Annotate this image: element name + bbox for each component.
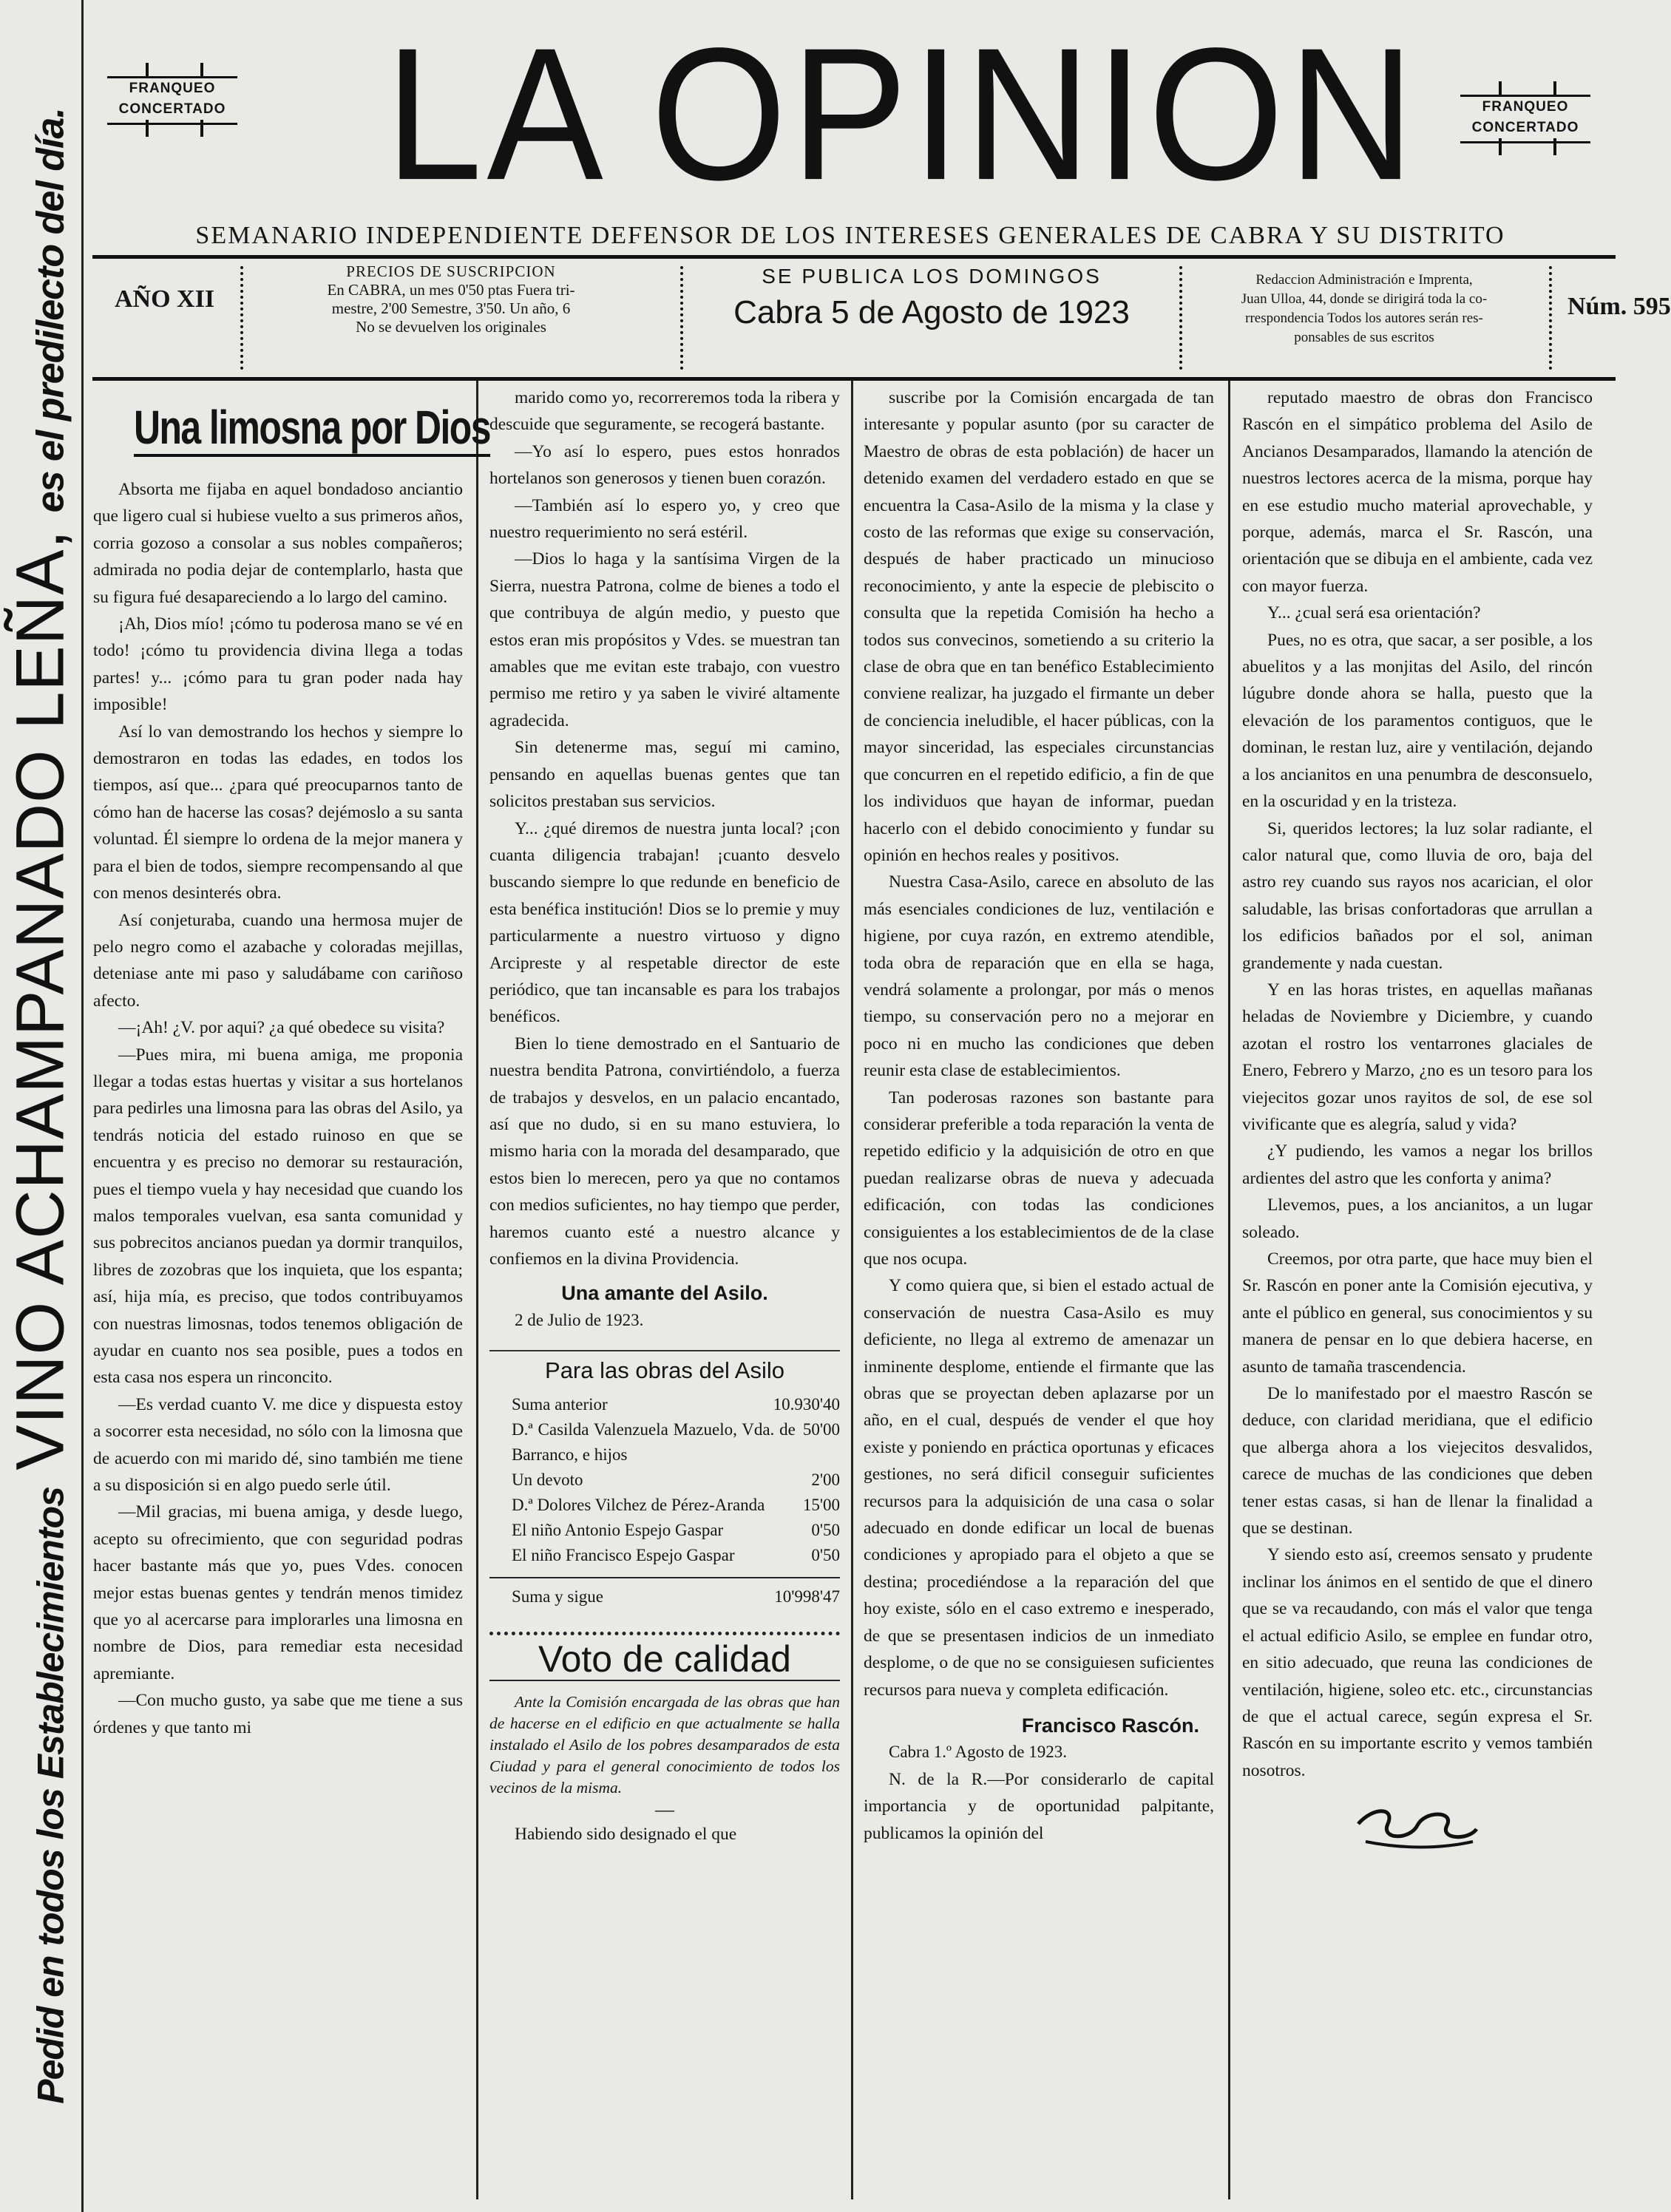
side-ad-tail: es el predilecto del día.	[29, 108, 72, 513]
article1-date: 2 de Julio de 1923.	[515, 1310, 644, 1329]
article1-paragraph: —Dios lo haga y la santísima Virgen de la Sierra, nuestra Patrona, colme de bienes a todo el que contribuya de algún medio, y puesto que estos eran mis propósitos y Vdes. se muestran tan amables que me evitan este trabajo, con vuestro permiso me retiro y ya saben le viviré altamente agradecida.	[489, 549, 840, 730]
ornament-flourish-icon	[1343, 1803, 1491, 1855]
prices-line-2: mestre, 2'00 Semestre, 3'50. Un año, 6	[331, 299, 571, 317]
donation-row	[489, 1543, 840, 1568]
article1-paragraph: marido como yo, recorreremos toda la ribera y descuide que seguramente, se recogerá bastante.	[489, 388, 840, 435]
newspaper-title: LA OPINION	[385, 9, 1419, 220]
side-advertisement	[0, 0, 84, 2212]
article1-signature: Una amante del Asilo.	[561, 1282, 768, 1305]
donation-row	[489, 1468, 840, 1493]
article2-note-paragraph: Creemos, por otra parte, que hace muy bien el Sr. Rascón en poner ante la Comisión ejecutiva, y ante el público en general, sus conocimientos y su manera de pensar en lo que debiera hacerse, en asunto de tamaña trascendencia.	[1242, 1249, 1593, 1377]
article1-paragraph: —Mil gracias, mi buena amiga, y desde luego, acepto su ofrecimiento, que con seguridad podras hacer bastante más que yo, pues Vdes. conocen mejor estas buenas gentes y tendrán menos timidez que yo al acercarse para implorarles una limosna en nombre de Dios, para remediar esta necesidad apremiante.	[93, 1502, 463, 1683]
redac-line-2: Juan Ulloa, 44, donde se dirigirá toda la co-	[1241, 291, 1488, 307]
redac-line-1: Redaccion Administración e Imprenta,	[1255, 272, 1473, 288]
donor-name: D.ª Dolores Vilchez de Pérez-Aranda	[512, 1495, 765, 1514]
newspaper-subtitle: SEMANARIO INDEPENDIENTE DEFENSOR DE LOS INTERESES GENERALES DE CABRA Y SU DISTRITO	[195, 222, 1505, 249]
donation-row	[489, 1417, 840, 1468]
donations-list	[489, 1392, 840, 1568]
issue-number: Núm. 595	[1567, 293, 1671, 320]
stamp-left-line1: FRANQUEO	[107, 78, 237, 99]
article2-intro: Ante la Comisión encargada de las obras que han de hacerse en el edificio en que actualmente se halla instalado el Asilo de los pobres desamparados de esta Ciudad y para el general conocimiento de todos los vecinos de la misma.	[489, 1693, 840, 1797]
article2-note-paragraph: Y en las horas tristes, en aquellas mañanas heladas de Noviembre y Diciembre, y cuando azotan el rostro los ventarrones glaciales de Enero, Febrero y Marzo, ¿no es un tesoro para los viejecitos gozar unos rayitos de sol, de ese sol vivificante que es alegría, salud y vida?	[1242, 980, 1593, 1134]
article1-paragraph: —¡Ah! ¿V. por aqui? ¿a qué obedece su visita?	[118, 1018, 445, 1038]
donations-total	[489, 1577, 840, 1609]
donor-name: El niño Francisco Espejo Gaspar	[512, 1545, 735, 1564]
article2-note-paragraph: Y... ¿cual será esa orientación?	[1267, 603, 1481, 623]
redac-line-4: ponsables de sus escritos	[1294, 330, 1434, 345]
article2-note-paragraph: De lo manifestado por el maestro Rascón se deduce, con claridad meridiana, que el edificio que alberga ahora a los viejecitos desvalidos, carece de muchas de las condiciones que deben tener estas casas, si han de llenar la finalidad a que se destinan.	[1242, 1384, 1593, 1538]
article1-paragraph: —También así lo espero yo, y creo que nuestro requerimiento no será estéril.	[489, 495, 840, 543]
franqueo-stamp-left	[92, 41, 255, 152]
article1-paragraph: Bien lo tiene demostrado en el Santuario de nuestra bendita Patrona, convirtiéndolo, a fuerza de trabajos y desvelos, en un palacio encantado, así que no dudo, si en su mano estuviera, lo mismo haria con la morada del desamparado, que estos bien lo merecen, pero ya que no contamos con medios suficientes, no hay tiempo que perder, haremos cuanto esté a nuestro alcance y confiemos en la divina Providencia.	[489, 1034, 840, 1269]
publication-day: SE PUBLICA LOS DOMINGOS	[762, 265, 1102, 288]
donation-amount: 2'00	[811, 1470, 840, 1489]
article1-paragraph: Sin detenerme mas, seguí mi camino, pensando en aquellas buenas gentes que tan solicitos prestaban sus servicios.	[489, 738, 840, 812]
donations-total-amount: 10'998'47	[774, 1587, 840, 1606]
info-band	[92, 255, 1671, 381]
column-4	[1242, 384, 1593, 1855]
article2-note-paragraph: Si, queridos lectores; la luz solar radiante, el calor natural que, como lluvia de oro, baja del astro rey cuando sus rayos nos acarician, el olor saludable, las brisas confortadoras que arrullan a los edificios bañados por el sol, animan grandemente y nada cuestan.	[1242, 818, 1593, 973]
stamp-right-line2: CONCERTADO	[1460, 118, 1590, 138]
article2-col2-tail: Habiendo sido designado el que	[515, 1825, 737, 1845]
article2-signature: Francisco Rascón.	[1021, 1714, 1199, 1737]
donor-name: El niño Antonio Espejo Gaspar	[512, 1520, 724, 1539]
donation-amount: 10.930'40	[773, 1394, 840, 1414]
donation-amount: 0'50	[811, 1520, 840, 1539]
issue-year: AÑO XII	[115, 285, 215, 313]
article2-date: Cabra 1.º Agosto de 1923.	[889, 1743, 1067, 1762]
article2-paragraph: Y como quiera que, si bien el estado actual de conservación de nuestra Casa-Asilo es muy deficiente, no llega al extremo de amenazar un inminente desplome, entiende el firmante que las obras que se proyectan deben aplazarse por un año, en el cual, después de vender el que hoy existe y poniendo en práctica oportunas y eficaces gestiones, no será dificil conseguir suficientes recursos para la adquisición de una casa o solar adecuado en donde edificar un local de buenas condiciones y apropiado para el objeto a que se destina; procediéndose a la reparación del que hoy existe, sólo en el caso extremo e inesperado, de que se presentasen indicios de un inmediato desplome, o de que no se consiguiesen suficientes recursos para nueva y completa edificación.	[864, 1276, 1214, 1700]
editorial-note: N. de la R.—Por considerarlo de capital importancia y de oportunidad palpitante, publicamos la opinión del	[864, 1769, 1214, 1843]
article2-note-paragraph: Y siendo esto así, creemos sensato y prudente inclinar los ánimos en el sentido de que el dinero que se va recaudando, con más el valor que tenga el actual edificio Asilo, se emplee en fundar otro, en sitio adecuado, que reuna las condiciones de ventilación, higiene, soleo etc. etc., circunstancias de que el actual carece, según expresa el Sr. Rascón en su importante escrito y vemos también nosotros.	[1242, 1545, 1593, 1780]
donation-row	[489, 1392, 840, 1417]
stamp-right-line1: FRANQUEO	[1460, 97, 1590, 118]
donation-amount: 50'00	[802, 1419, 840, 1439]
article2-note-paragraph: Llevemos, pues, a los ancianitos, a un lugar soleado.	[1242, 1195, 1593, 1242]
editorial-address	[1190, 259, 1538, 389]
article2-headline: Voto de calidad	[489, 1646, 840, 1681]
prices-title: PRECIOS DE SUSCRIPCION	[346, 262, 556, 280]
donor-name: Un devoto	[512, 1470, 583, 1489]
article1-paragraph: Absorta me fijaba en aquel bondadoso anciantio que ligero cual si hubiese vuelto a sus primeros años, corria gozoso a consolar a sus nobles compañeros; admirada no podia dejar de contemplarlo, hasta que su figura fué desapareciendo a lo largo del camino.	[93, 480, 463, 607]
subscription-prices	[251, 259, 651, 381]
article1-paragraph: Así lo van demostrando los hechos y siempre lo demostraron en todas las edades, en todos los tiempos, así que... ¿para qué preocuparnos tanto de cómo han de hacerse las cosas? dejémoslo a su santa voluntad. Él siempre lo ordena de la mejor manera y para el bien de todos, siempre recompensando al que con menos desinterés obra.	[93, 722, 463, 903]
column-1	[93, 384, 490, 1741]
prices-line-1: En CABRA, un mes 0'50 ptas Fuera tri-	[327, 281, 575, 299]
article2-paragraph: Nuestra Casa-Asilo, carece en absoluto de las más esenciales condiciones de luz, ventilación e higiene, por cuya razón, en extremo atendible, toda obra de reparación que en ella se haga, vendrá solamente a prolongar, por más o menos tiempo, su conservación pero no a mejorar en poco ni en mucho las condiciones que deben reunir esta clase de establecimientos.	[864, 872, 1214, 1081]
article1-paragraph: Así conjeturaba, cuando una hermosa mujer de pelo negro como el azabache y coloradas mejillas, deteniase ante mi paso y saludábame con cariñoso afecto.	[93, 910, 463, 1011]
donation-row	[489, 1518, 840, 1543]
stamp-left-line2: CONCERTADO	[107, 99, 237, 120]
donations-total-label: Suma y sigue	[512, 1587, 603, 1606]
masthead	[92, 9, 1616, 262]
donation-amount: 15'00	[802, 1495, 840, 1514]
column-2: marido como yo, recorreremos toda la ribera y descuide que seguramente, se recogerá bastante. —Yo así lo espero, pues estos honrados hortelanos son generosos y tienen buen corazón. —También así lo espero yo, y creo que nuestro requerimiento no será estéril. —Dios lo haga y la santísima Virgen de la Sierra, nuestra Patrona, colme de bienes a todo el que contribuya de algún medio, y puesto que estos eran mis propósitos y Vdes. se muestran tan amables que me evitan este trabajo, con vuestro permiso me retiro y ya saben le viviré altamente agradecida. Sin detenerme mas, seguí mi camino, pensando en aquellas buenas gentes que tan solicitos prestaban sus servicios. Y... ¿qué diremos de nuestra junta local? ¡con cuanta diligencia trabajan! ¡cuanto desvelo buscando siempre lo que redunde en beneficio de esta benéfica institución! Dios se lo premie y muy particularmente a nuestro virtuoso y digno Arcipreste y al respetable director de este periódico, que tan incansable es para los trabajos benéficos. Bien lo tiene demostrado en el Santuario de nuestra bendita Patrona, convirtiéndolo, a fuerza de trabajos y desvelos, en un palacio encantado, así que no dudo, si en su mano estuviera, lo mismo haria con la morada del desamparado, que estos bien lo merecen, pero ya que no contamos con medios suficientes, no hay tiempo que perder, haremos cuanto esté a nuestro alcance y confiemos en la divina Providencia. Una amante del Asilo. 2 de Julio de 1923. Para las obras del Asilo Suma anterior 10.930'40 D.ª Casilda Valenzuela Mazuelo, Vda. de Barranco, e hijos 50'00 Un devoto 2'00 D.ª Dolores Vilchez de Pérez-Aranda 15'00 El niño Antonio Espejo Gaspar 0'50 El niño Francisco Espejo Gaspar 0'50 Suma y sigue 10'998'47 Voto de calidad Ante la Comisión encargada de las obras que han de hacerse en el edificio en que actualmente se halla instalado el Asilo de los pobres desamparados de esta Ciudad y para el general conocimiento de todos los vecinos de la misma. — Habiendo sido designado el que	[489, 384, 840, 1848]
article2-note-paragraph: reputado maestro de obras don Francisco Rascón en el simpático problema del Asilo de Ancianos Desamparados, llamando la atención de nuestros lectores acerca de la misma, porque hay en ese estudio mucho material aprovechable, y porque, además, marca el Sr. Rascón, una orientación que se dibuja en el ambiente, cada vez con mayor fuerza.	[1242, 388, 1593, 596]
article2-paragraph: Tan poderosas razones son bastante para considerar preferible a toda reparación la venta de repetido edificio y la adquisición de otro en que puedan realizarse obras de nueva y adecuada edificación, con todas las condiciones consiguientes a los establecimientos de de la clase que nos ocupa.	[864, 1088, 1214, 1269]
article1-paragraph: —Yo así lo espero, pues estos honrados hortelanos son generosos y tienen buen corazón.	[489, 441, 840, 489]
franqueo-stamp-right	[1445, 59, 1608, 170]
publication-info	[695, 259, 1168, 377]
side-ad-lead: Pedid en todos los Establecimientos	[30, 1487, 72, 2104]
donations-title: Para las obras del Asilo	[489, 1350, 840, 1384]
side-ad-text	[2, 108, 80, 2104]
redac-line-3: rrespondencia Todos los autores serán res-	[1245, 311, 1483, 326]
donation-row	[489, 1493, 840, 1518]
donor-name: Suma anterior	[512, 1394, 608, 1414]
article1-paragraph: —Con mucho gusto, ya sabe que me tiene a sus órdenes y que tanto mi	[93, 1691, 463, 1737]
issue-date: Cabra 5 de Agosto de 1923	[733, 294, 1130, 330]
article1-paragraph: ¡Ah, Dios mío! ¡cómo tu poderosa mano se vé en todo! ¡cómo tu providencia divina llega a todas partes! y... ¡cómo para tu gran poder nada hay imposible!	[93, 614, 463, 715]
article2-paragraph: suscribe por la Comisión encargada de tan interesante y popular asunto (por su caracter de Maestro de obras de esta población) de hacer un detenido examen del verdadero estado en que se encuentra la Casa-Asilo de la misma y la clase y costo de las reformas que exige su conservación, después de haber practicado un minucioso reconocimiento, y ante la especie de plebiscito o consulta que la repetida Comisión ha hecho a todos sus convecinos, sometiendo a su criterio la clase de obra que en tan benéfico Establecimiento conviene realizar, ha juzgado el firmante un deber de conciencia ineludible, el hacer públicas, con la mayor sinceridad, las especiales circunstancias que concurren en el repetido edificio, a fin de que los individuos que hayan de informar, puedan hacerlo con el debido conocimiento y fundar su opinión en hechos reales y positivos.	[864, 388, 1214, 865]
article1-headline: Una limosna por Dios	[134, 398, 422, 457]
article1-paragraph: —Pues mira, mi buena amiga, me proponia llegar a todas estas huertas y visitar a sus hortelanos para pedirles una limosna para las obras del Asilo, ya tendrás noticia del estado ruinoso en que se encuentra y es preciso no demorar su restauración, pues el tiempo vuela y hay necesidad que cuando los malos temporales vuelvan, esa santa comunidad y sus pobrecitos ancianos puedan ya dormir tranquilos, libres de zozobras que los inquieta, que los espanta; así, hija mía, es preciso, que todos contribuyamos con nuestras limosnas, todos tenemos obligación de ayudar en cuanto nos sea posible, pues a todos en esta casa nos espera un rinconcito.	[93, 1045, 463, 1388]
article2-note-paragraph: Pues, no es otra, que sacar, a ser posible, a los abuelitos y a las monjitas del Asilo, del rincón lúgubre donde ahora se halla, puesto que la elevación de los paramentos contiguos, que le dominan, le restan luz, aire y ventilación, dejando a los ancianitos en una penumbra de desconsuelo, en la oscuridad y en la tristeza.	[1242, 630, 1593, 812]
article2-note-paragraph: ¿Y pudiendo, les vamos a negar los brillos ardientes del astro que les conforta y anima?	[1242, 1141, 1593, 1188]
prices-line-3: No se devuelven los originales	[356, 318, 546, 336]
article1-paragraph: Y... ¿qué diremos de nuestra junta local? ¡con cuanta diligencia trabajan! ¡cuanto desvelo buscando siempre lo que redunde en beneficio de esta benéfica institución! Dios se lo premie y muy particularmente a nuestro virtuoso y digno Arcipreste y al respetable director de este periódico, que tan incansable es para los trabajos benéficos.	[489, 818, 840, 1027]
donor-name: D.ª Casilda Valenzuela Mazuelo, Vda. de Barranco, e hijos	[512, 1419, 796, 1464]
column-3	[864, 384, 1214, 1847]
article1-paragraph: —Es verdad cuanto V. me dice y dispuesta estoy a socorrer esta necesidad, no sólo con la limosna que de acuerdo con mi marido dé, sino también me tiene a su disposición si en algo puedo serle útil.	[93, 1394, 463, 1496]
side-ad-brand: VINO ACHAMPANADO LEÑA,	[2, 529, 78, 1470]
donation-amount: 0'50	[811, 1545, 840, 1564]
